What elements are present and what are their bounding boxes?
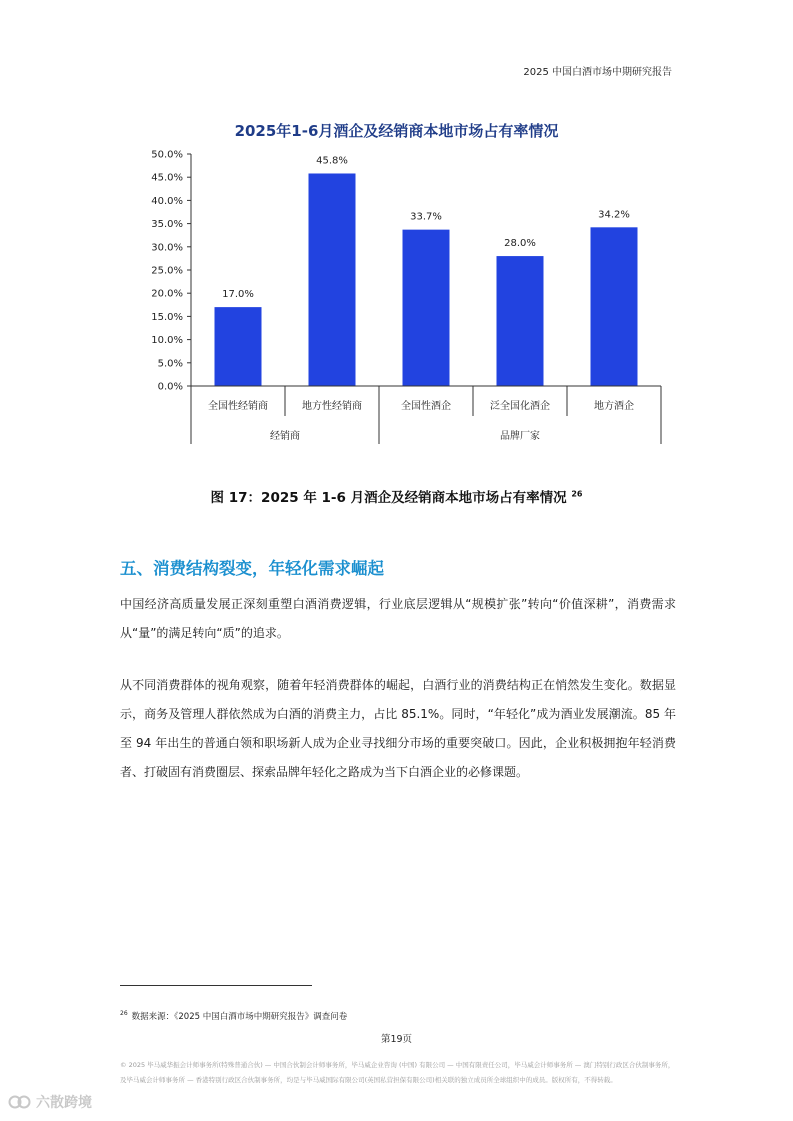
y-tick-label: 35.0%: [151, 219, 183, 231]
x-category-label: 全国性酒企: [401, 401, 451, 412]
data-label: 28.0%: [504, 238, 536, 250]
bar: [215, 307, 262, 386]
market-share-bar-chart: [110, 140, 670, 450]
data-label: 34.2%: [598, 209, 630, 221]
y-tick-label: 25.0%: [151, 265, 183, 277]
page-number: 第19页: [380, 1034, 413, 1045]
figure-footnote-ref: 26: [571, 489, 583, 499]
x-group-label: 品牌厂家: [500, 431, 540, 442]
footnote: [120, 1010, 347, 1022]
y-tick-label: 15.0%: [151, 311, 183, 323]
y-tick-label: 45.0%: [151, 172, 183, 184]
watermark: [8, 1092, 92, 1112]
x-category-label: 泛全国化酒企: [490, 401, 550, 412]
figure-caption: [0, 486, 793, 506]
data-label: 33.7%: [410, 211, 442, 223]
section-heading: 五、消费结构裂变，年轻化需求崛起: [120, 559, 384, 578]
report-header-title: 2025 中国白酒市场中期研究报告: [523, 67, 672, 78]
footnote-text: 数据来源：《2025 中国白酒市场中期研究报告》调查问卷: [131, 1012, 348, 1022]
watermark-text: 六散跨境: [36, 1095, 92, 1111]
y-tick-label: 10.0%: [151, 335, 183, 347]
body-paragraph-1: 中国经济高质量发展正深刻重塑白酒消费逻辑，行业底层逻辑从“规模扩张”转向“价值深耕”，消费需求从“量”的满足转向“质”的追求。: [120, 597, 676, 640]
bar: [497, 256, 544, 386]
bar: [591, 227, 638, 386]
y-tick-label: 20.0%: [151, 288, 183, 300]
data-label: 17.0%: [222, 289, 254, 301]
y-tick-label: 5.0%: [157, 358, 183, 370]
watermark-logo-icon: [8, 1093, 32, 1111]
x-group-label: 经销商: [270, 431, 300, 442]
data-label: 45.8%: [316, 155, 348, 167]
y-tick-label: 40.0%: [151, 195, 183, 207]
y-tick-label: 50.0%: [151, 149, 183, 161]
footnote-number: 26: [120, 1010, 128, 1018]
bar: [309, 173, 356, 386]
bar: [403, 230, 450, 386]
x-category-label: 地方性经销商: [302, 401, 362, 412]
x-category-label: 全国性经销商: [208, 401, 268, 412]
chart-title: 2025年1-6月酒企及经销商本地市场占有率情况: [234, 122, 559, 140]
x-category-label: 地方酒企: [594, 401, 634, 412]
copyright-disclaimer: © 2025 毕马威华振会计师事务所(特殊普通合伙) — 中国合伙制会计师事务所，毕马威企业咨询 (中国) 有限公司 — 中国有限责任公司，毕马威会计师事务所 — 澳门特别行政区合伙制事务所，及毕马威会计师事务所 — 香港特别行政区合伙制事务所，均是与毕马威国际有限公司(英国私营担保有限公司)相关联的独立成员所全球组织中的成员。版权所有，不得转载。: [120, 1061, 675, 1084]
y-tick-label: 0.0%: [157, 381, 183, 393]
body-paragraph-2: 从不同消费群体的视角观察，随着年轻消费群体的崛起，白酒行业的消费结构正在悄然发生变化。数据显示，商务及管理人群依然成为白酒的消费主力，占比 85.1%。同时，“年轻化”成为酒业发展潮流。85 年至 94 年出生的普通白领和职场新人成为企业寻找细分市场的重要突破口。因此，企业积极拥抱年轻消费者、打破固有消费圈层、探索品牌年轻化之路成为当下白酒企业的必修课题。: [120, 678, 676, 779]
figure-caption-text: 2025 年 1-6 月酒企及经销商本地市场占有率情况: [261, 490, 567, 506]
figure-caption-prefix: 图 17：: [210, 490, 262, 506]
y-tick-label: 30.0%: [151, 242, 183, 254]
footnote-divider: [120, 985, 312, 986]
